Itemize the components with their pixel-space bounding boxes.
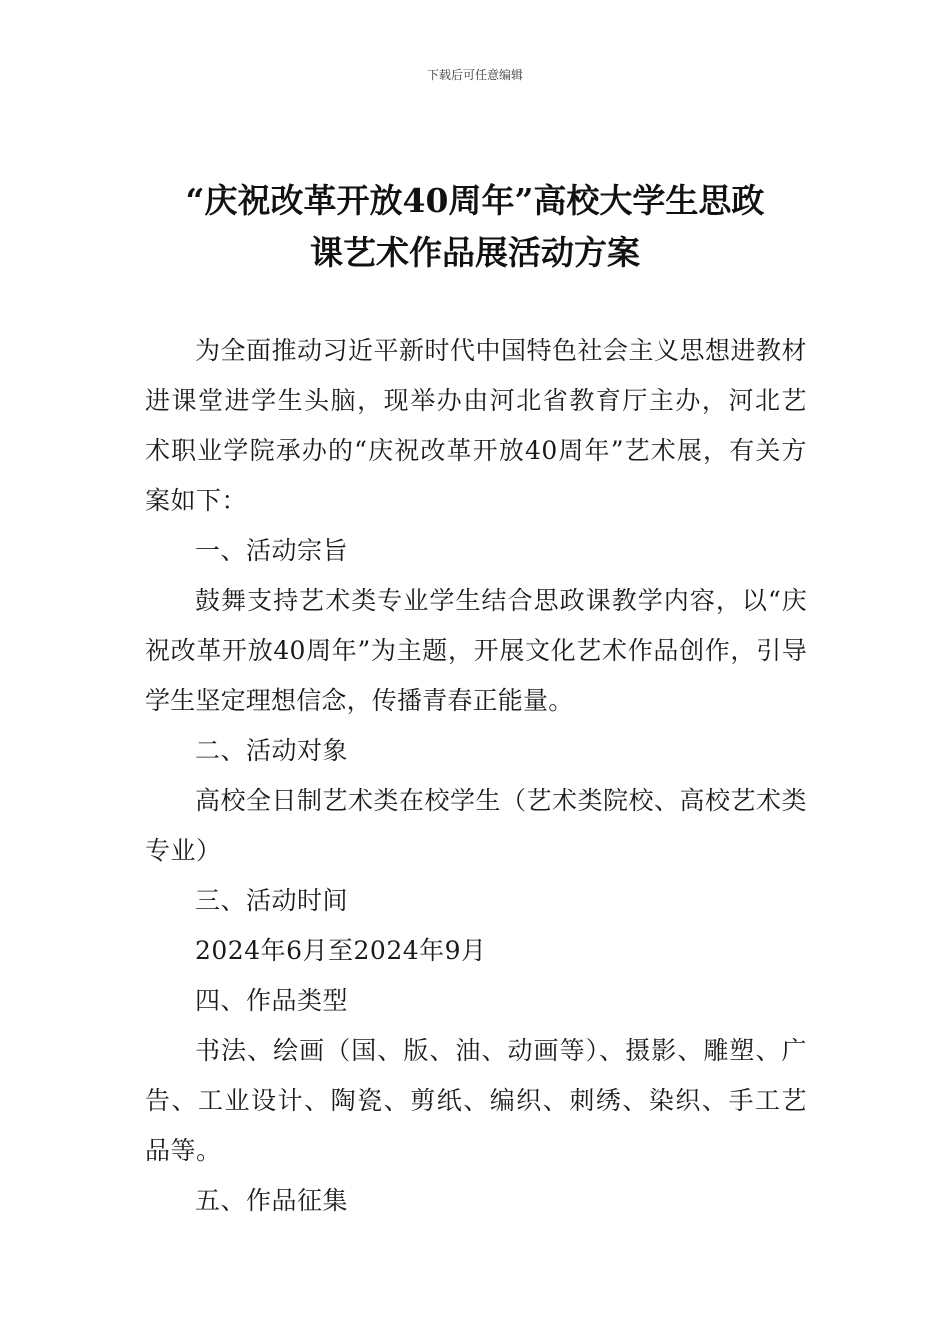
- purpose-paragraph: 鼓舞支持艺术类专业学生结合思政课教学内容，以“庆祝改革开放40周年”为主题，开展文化艺术作品创作，引导学生坚定理想信念，传播青春正能量。: [145, 586, 807, 715]
- types-paragraph: 书法、绘画（国、版、油、动画等）、摄影、雕塑、广告、工业设计、陶瓷、剪纸、编织、刺绣、染织、手工艺品等。: [145, 1036, 807, 1165]
- intro-paragraph: 为全面推动习近平新时代中国特色社会主义思想进教材进课堂进学生头脑，现举办由河北省教育厅主办，河北艺术职业学院承办的“庆祝改革开放40周年”艺术展，有关方案如下：: [145, 336, 808, 515]
- section-heading-types: 四、作品类型: [195, 986, 349, 1015]
- section-heading-collection: 五、作品征集: [195, 1186, 349, 1215]
- section-heading-participants: 二、活动对象: [195, 736, 349, 765]
- time-paragraph: 2024年6月至2024年9月: [195, 936, 487, 965]
- document-body: [145, 326, 807, 1226]
- section-heading-time: 三、活动时间: [195, 886, 349, 915]
- document-title: [140, 175, 810, 279]
- participants-paragraph: 高校全日制艺术类在校学生（艺术类院校、高校艺术类专业）: [145, 786, 808, 865]
- title-line-1: “庆祝改革开放40周年”高校大学生思政: [185, 181, 765, 220]
- section-heading-purpose: 一、活动宗旨: [195, 536, 349, 565]
- header-note: 下载后可任意编辑: [426, 68, 523, 82]
- title-line-2: 课艺术作品展活动方案: [310, 233, 640, 272]
